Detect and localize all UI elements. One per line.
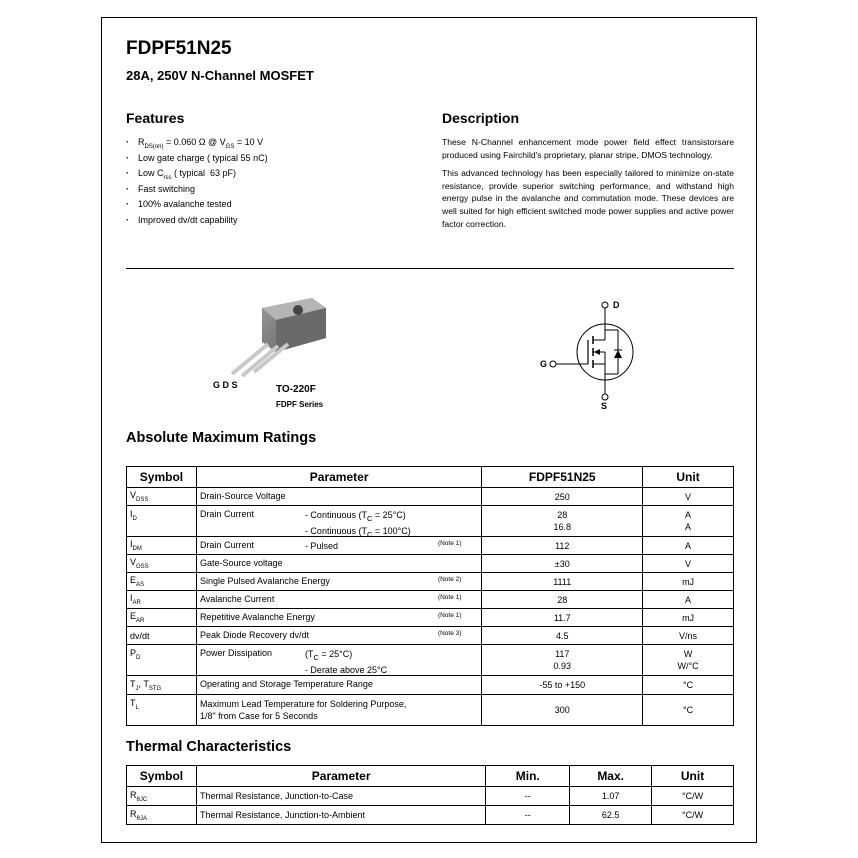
min-cell: -- [486, 806, 570, 825]
unit-cell: °C [643, 695, 734, 726]
page-subtitle: 28A, 250V N-Channel MOSFET [126, 68, 314, 83]
table-row [127, 506, 734, 537]
symbol-cell: $R_{\theta JC}$ [127, 787, 197, 806]
gate-label: G [540, 359, 548, 369]
parameter-cell: Repetitive Avalanche Energy (Note 1) [196, 609, 481, 627]
unit-cell: A [643, 591, 734, 609]
package-name: TO-220F [276, 384, 316, 395]
unit-cell: °C [643, 676, 734, 695]
feature-item: · Low $C_{rss}$ ( typical 63 pF) [126, 167, 406, 183]
table-row [127, 488, 734, 506]
drain-label: D [613, 300, 620, 310]
value-cell: 112 [482, 537, 643, 555]
unit-cell: V/ns [643, 627, 734, 645]
symbol-cell: $R_{\theta JA}$ [127, 806, 197, 825]
value-cell: 250 [482, 488, 643, 506]
description-text [442, 136, 734, 236]
feature-item: · Improved dv/dt capability [126, 214, 406, 230]
table-row [127, 591, 734, 609]
symbol-cell: $I_D$ [127, 506, 197, 537]
value-cell: 11.7 [482, 609, 643, 627]
table-row [127, 573, 734, 591]
table-row [127, 787, 734, 806]
parameter-cell: Drain-Source Voltage [196, 488, 481, 506]
unit-cell: V [643, 555, 734, 573]
table-row [127, 645, 734, 676]
col-header-min: Min. [486, 766, 570, 787]
package-image [210, 290, 340, 390]
table-row [127, 627, 734, 645]
section-divider [126, 268, 734, 269]
thermal-heading: Thermal Characteristics [126, 739, 292, 755]
symbol-cell: $V_{DSS}$ [127, 488, 197, 506]
value-cell: 300 [482, 695, 643, 726]
parameter-cell: Avalanche Current (Note 1) [196, 591, 481, 609]
value-cell: -55 to +150 [482, 676, 643, 695]
unit-cell: W W/°C [643, 645, 734, 676]
description-heading: Description [442, 110, 520, 126]
features-list [126, 136, 406, 229]
symbol-cell: $E_{AR}$ [127, 609, 197, 627]
table-row [127, 609, 734, 627]
feature-item: · Fast switching [126, 183, 406, 199]
table-row [127, 695, 734, 726]
col-header-unit: Unit [643, 467, 734, 488]
abs-max-heading: Absolute Maximum Ratings [126, 430, 317, 446]
feature-item: · Low gate charge ( typical 55 nC) [126, 152, 406, 168]
parameter-cell: Drain Current - Continuous $(T_C = 25^\circ C)$ - Continuous $(T_C = 100^\circ C)$ [196, 506, 481, 537]
col-header-symbol: Symbol [127, 766, 197, 787]
feature-item: · 100% avalanche tested [126, 198, 406, 214]
part-number: FDPF51N25 [126, 38, 232, 59]
value-cell: 1111 [482, 573, 643, 591]
parameter-cell: Single Pulsed Avalanche Energy (Note 2) [196, 573, 481, 591]
table-row [127, 676, 734, 695]
pin-labels: G D S [213, 380, 238, 390]
unit-cell: A [643, 537, 734, 555]
parameter-cell: Thermal Resistance, Junction-to-Ambient [196, 806, 485, 825]
table-row [127, 555, 734, 573]
thermal-table [126, 765, 734, 825]
col-header-value: FDPF51N25 [482, 467, 643, 488]
value-cell: 28 16.8 [482, 506, 643, 537]
value-cell: 28 [482, 591, 643, 609]
value-cell: 117 0.93 [482, 645, 643, 676]
max-cell: 62.5 [570, 806, 652, 825]
unit-cell: °C/W [652, 787, 734, 806]
parameter-cell: Thermal Resistance, Junction-to-Case [196, 787, 485, 806]
col-header-symbol: Symbol [127, 467, 197, 488]
parameter-cell: Maximum Lead Temperature for Soldering Purpose, 1/8" from Case for 5 Seconds [196, 695, 481, 726]
unit-cell: mJ [643, 573, 734, 591]
parameter-cell: Gate-Source voltage [196, 555, 481, 573]
symbol-cell: $T_L$ [127, 695, 197, 726]
symbol-cell: $T_J$, $T_{STG}$ [127, 676, 197, 695]
max-cell: 1.07 [570, 787, 652, 806]
package-series: FDPF Series [276, 400, 324, 409]
unit-cell: mJ [643, 609, 734, 627]
description-paragraph: These N-Channel enhancement mode power field effect transistorsare produced using Fairchild's proprietary, planar stripe, DMOS technology. [442, 137, 734, 160]
min-cell: -- [486, 787, 570, 806]
col-header-parameter: Parameter [196, 467, 481, 488]
value-cell: ±30 [482, 555, 643, 573]
unit-cell: A A [643, 506, 734, 537]
feature-item: · $R_{DS(on)} = 0.060$ Ω @ $V_{GS} = 10$ V [126, 136, 406, 152]
unit-cell: °C/W [652, 806, 734, 825]
value-cell: 4.5 [482, 627, 643, 645]
table-header-row [127, 467, 734, 488]
parameter-cell: Operating and Storage Temperature Range [196, 676, 481, 695]
symbol-cell: $P_D$ [127, 645, 197, 676]
symbol-cell: $V_{GSS}$ [127, 555, 197, 573]
table-row [127, 806, 734, 825]
col-header-max: Max. [570, 766, 652, 787]
description-paragraph: This advanced technology has been especially tailored to minimize on-state resistance, provide superior switching performance, and withstand high energy pulse in the avalanche and commutation mode. These devices are well suited for high efficient switched mode power supplies and active power factor correction. [442, 168, 734, 229]
table-header-row [127, 766, 734, 787]
table-row [127, 537, 734, 555]
symbol-cell: $E_{AS}$ [127, 573, 197, 591]
parameter-cell: Peak Diode Recovery dv/dt (Note 3) [196, 627, 481, 645]
parameter-cell: Power Dissipation $(T_C = 25^\circ C)$ - Derate above 25°C [196, 645, 481, 676]
features-heading: Features [126, 110, 185, 126]
mosfet-symbol [536, 296, 646, 411]
col-header-unit: Unit [652, 766, 734, 787]
symbol-cell: $I_{AR}$ [127, 591, 197, 609]
symbol-cell: dv/dt [127, 627, 197, 645]
source-label: S [601, 401, 608, 411]
unit-cell: V [643, 488, 734, 506]
col-header-parameter: Parameter [196, 766, 485, 787]
parameter-cell: Drain Current - Pulsed (Note 1) [196, 537, 481, 555]
abs-max-table [126, 466, 734, 726]
symbol-cell: $I_{DM}$ [127, 537, 197, 555]
